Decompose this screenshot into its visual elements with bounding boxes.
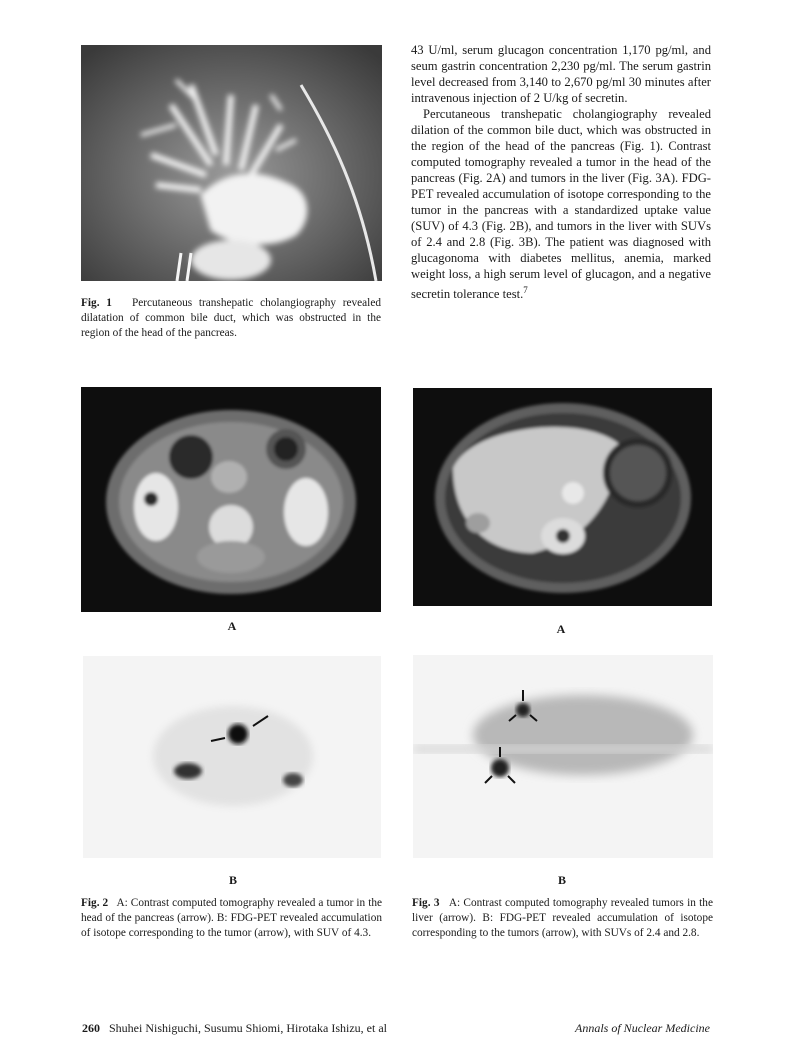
body-paragraph-2 (411, 106, 711, 302)
fig1-caption (81, 296, 381, 340)
footer-left (82, 1021, 387, 1036)
fig1-cholangiography-image (81, 45, 382, 281)
fig3-caption (412, 896, 713, 940)
footer-journal: Annals of Nuclear Medicine (575, 1021, 710, 1035)
body-text-column (411, 42, 711, 302)
fig3-caption-text: A: Contrast computed tomography revealed tumors in the liver (arrow). B: FDG-PET revealed accumulation of isotope corresponding to the tumors (arrow), with SUVs of 2.4 and 2.8. (412, 897, 713, 939)
fig2a-ct-image (81, 387, 381, 612)
fig1-caption-text: Percutaneous transhepatic cholangiography revealed dilatation of common bile duct, which was obstructed in the region of the head of the pancreas. (81, 297, 381, 339)
reference-superscript: 7 (523, 285, 528, 295)
fig2-caption-label: Fig. 2 (81, 897, 109, 909)
fig2-label-a: A (227, 619, 237, 633)
fig2-caption (81, 896, 382, 940)
footer-authors: Shuhei Nishiguchi, Susumu Shiomi, Hirotaka Ishizu, et al (109, 1021, 387, 1035)
fig3-label-b: B (557, 873, 566, 887)
fig2b-pet-image (83, 656, 381, 858)
fig2-caption-text: A: Contrast computed tomography revealed a tumor in the head of the pancreas (arrow). B: FDG-PET revealed accumulation of isotope corresponding to the tumor (arrow), with SUV of 4.3. (81, 897, 382, 939)
fig3-caption-label: Fig. 3 (412, 897, 440, 909)
fig3b-pet-image (413, 655, 713, 858)
body-paragraph-1: 43 U/ml, serum glucagon concentration 1,170 pg/ml, and seum gastrin concentration 2,230 pg/ml. The serum gastrin level decreased from 3,140 to 2,670 pg/ml 30 minutes after intravenous injection of 2 U/kg of secretin. (411, 43, 711, 105)
fig3-label-a: A (556, 622, 566, 636)
fig2-label-b: B (228, 873, 237, 887)
page-number: 260 (82, 1021, 100, 1035)
fig1-caption-label: Fig. 1 (81, 297, 112, 309)
fig3a-ct-image (413, 388, 712, 606)
body-paragraph-2-text: Percutaneous transhepatic cholangiography revealed dilation of the common bile duct, which was obstructed in the region of the head of the pancreas (Fig. 1). Contrast computed tomography revealed a tumor in the head of the pancreas (Fig. 2A) and tumors in the liver (Fig. 3A). FDG-PET revealed accumulation of isotope corresponding to the tumor in the pancreas with a standardized uptake value (SUV) of 4.3 (Fig. 2B), and tumors in the liver with SUVs of 2.4 and 2.8 (Fig. 3B). The patient was diagnosed with glucagonoma with diabetes mellitus, anemia, marked weight loss, a high serum level of glucagon, and a negative secretin tolerance test. (411, 107, 711, 302)
